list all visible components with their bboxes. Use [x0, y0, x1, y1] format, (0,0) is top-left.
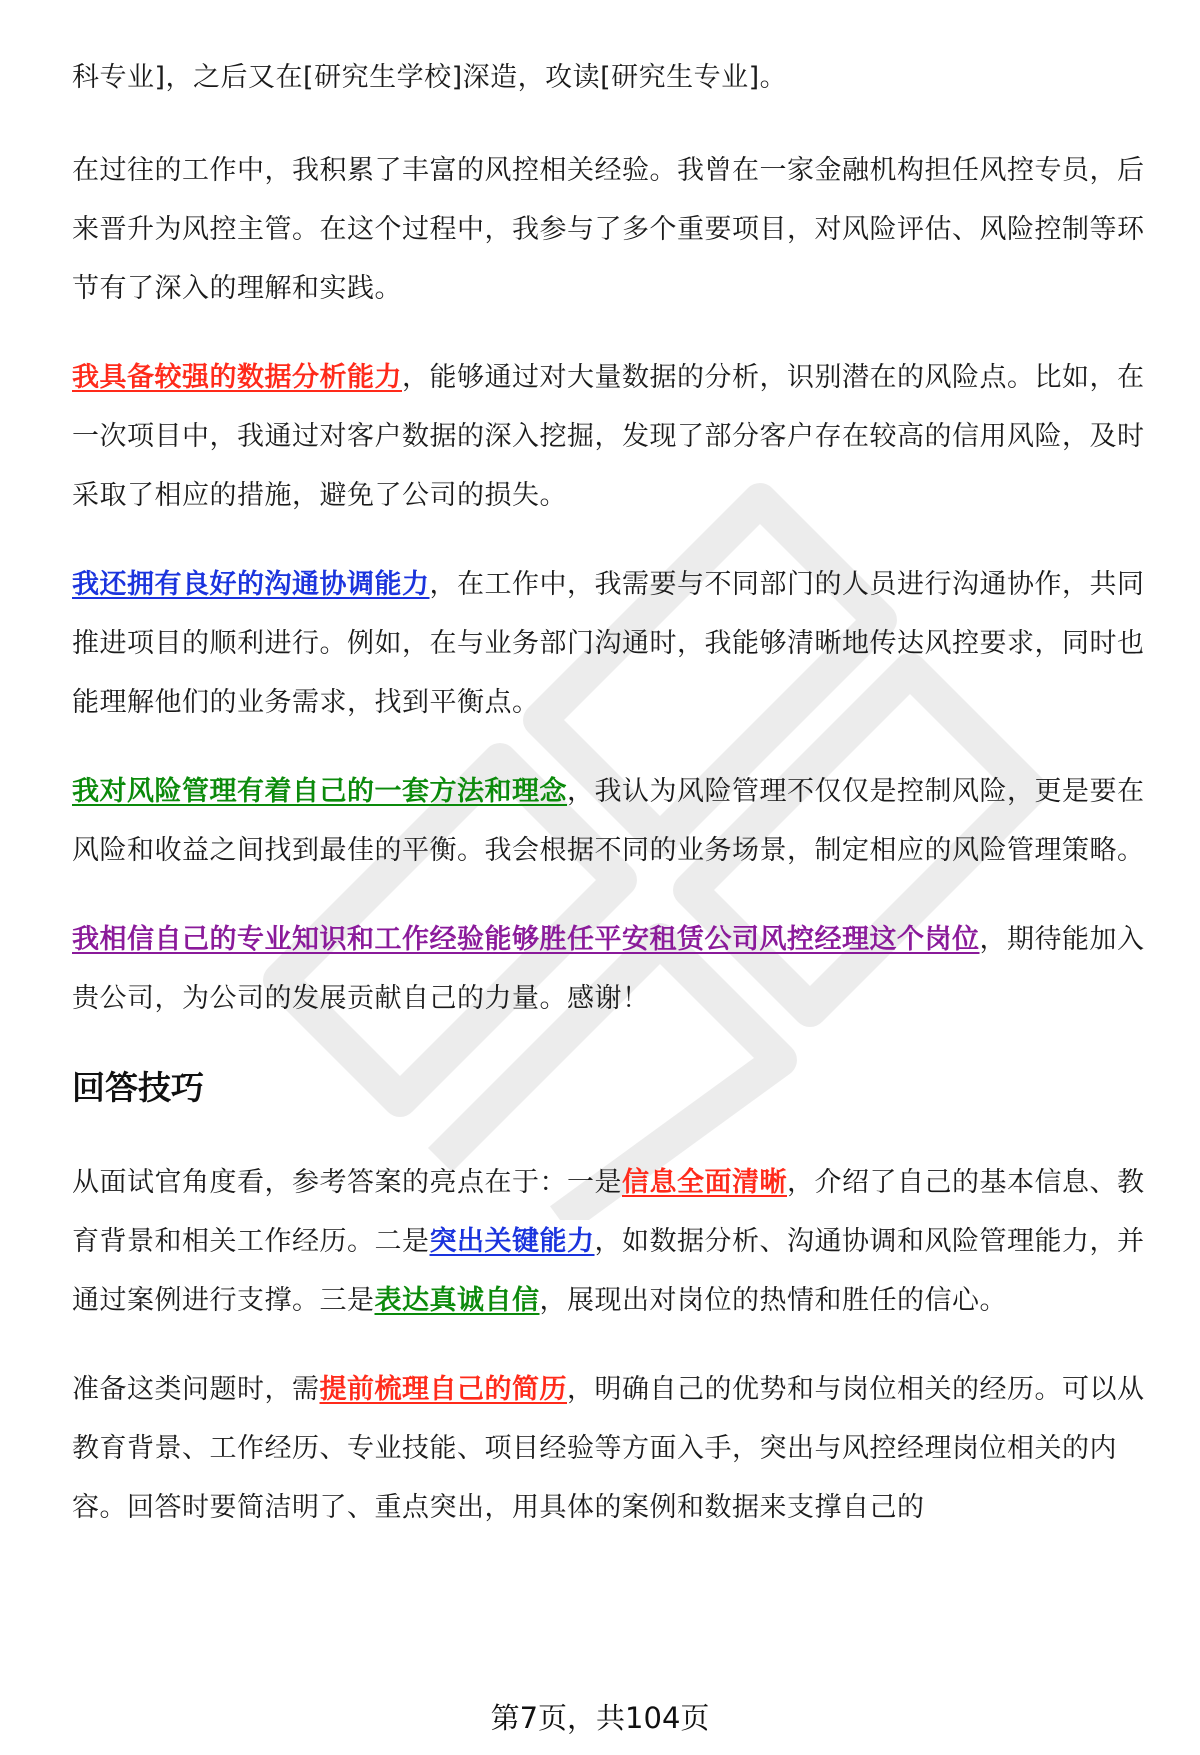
paragraph-highlights: [72, 1153, 1148, 1330]
highlight-data-analysis: 我具备较强的数据分析能力: [72, 362, 402, 393]
paragraph-experience: [72, 141, 1148, 318]
paragraph-text: 准备这类问题时，需: [72, 1374, 320, 1405]
paragraph-text: ，介绍了自己的基本信息、教育背景和相关工作经历。二是: [72, 1167, 1145, 1257]
paragraph-text: 科专业]，之后又在[研究生学校]深造，攻读[研究生专业]。: [72, 62, 788, 93]
paragraph-text: ，明确自己的优势和与岗位相关的经历。可以从教育背景、工作经历、专业技能、项目经验等方面入手，突出与风控经理岗位相关的内容。回答时要简洁明了、重点突出，用具体的案例和数据来支撑自己的: [72, 1374, 1145, 1523]
highlight-info-clear: 信息全面清晰: [622, 1167, 787, 1198]
highlight-closing: 我相信自己的专业知识和工作经验能够胜任平安租赁公司风控经理这个岗位: [72, 924, 980, 955]
highlight-key-ability: 突出关键能力: [429, 1226, 595, 1257]
paragraph-preparation: [72, 1360, 1148, 1537]
paragraph-text: ，展现出对岗位的热情和胜任的信心。: [539, 1285, 1007, 1316]
paragraph-text: 从面试官角度看，参考答案的亮点在于：一是: [72, 1167, 622, 1198]
paragraph-communication: [72, 555, 1148, 732]
paragraph-text: ，能够通过对大量数据的分析，识别潜在的风险点。比如，在一次项目中，我通过对客户数据的深入挖掘，发现了部分客户存在较高的信用风险，及时采取了相应的措施，避免了公司的损失。: [72, 362, 1145, 511]
paragraph-text: 在过往的工作中，我积累了丰富的风控相关经验。我曾在一家金融机构担任风控专员，后来晋升为风控主管。在这个过程中，我参与了多个重要项目，对风险评估、风险控制等环节有了深入的理解和实践。: [72, 155, 1145, 304]
highlight-communication: 我还拥有良好的沟通协调能力: [72, 569, 430, 600]
paragraph-text: ，在工作中，我需要与不同部门的人员进行沟通协作，共同推进项目的顺利进行。例如，在与业务部门沟通时，我能够清晰地传达风控要求，同时也能理解他们的业务需求，找到平衡点。: [72, 569, 1145, 718]
paragraph-risk-management: [72, 762, 1148, 880]
document-body: [72, 48, 1148, 1567]
highlight-sincere: 表达真诚自信: [374, 1285, 540, 1316]
paragraph-data-analysis: [72, 348, 1148, 525]
highlight-resume: 提前梳理自己的简历: [319, 1374, 567, 1405]
page-number: 第7页，共104页: [490, 1701, 710, 1735]
paragraph-closing: [72, 910, 1148, 1028]
highlight-risk-management: 我对风险管理有着自己的一套方法和理念: [72, 776, 567, 807]
paragraph-text: ，如数据分析、沟通协调和风险管理能力，并通过案例进行支撑。三是: [72, 1226, 1145, 1316]
section-heading: 回答技巧: [72, 1068, 204, 1107]
paragraph-text: ，我认为风险管理不仅仅是控制风险，更是要在风险和收益之间找到最佳的平衡。我会根据不同的业务场景，制定相应的风险管理策略。: [72, 776, 1145, 866]
paragraph-education: [72, 48, 1148, 107]
paragraph-text: ，期待能加入贵公司，为公司的发展贡献自己的力量。感谢！: [72, 924, 1145, 1014]
